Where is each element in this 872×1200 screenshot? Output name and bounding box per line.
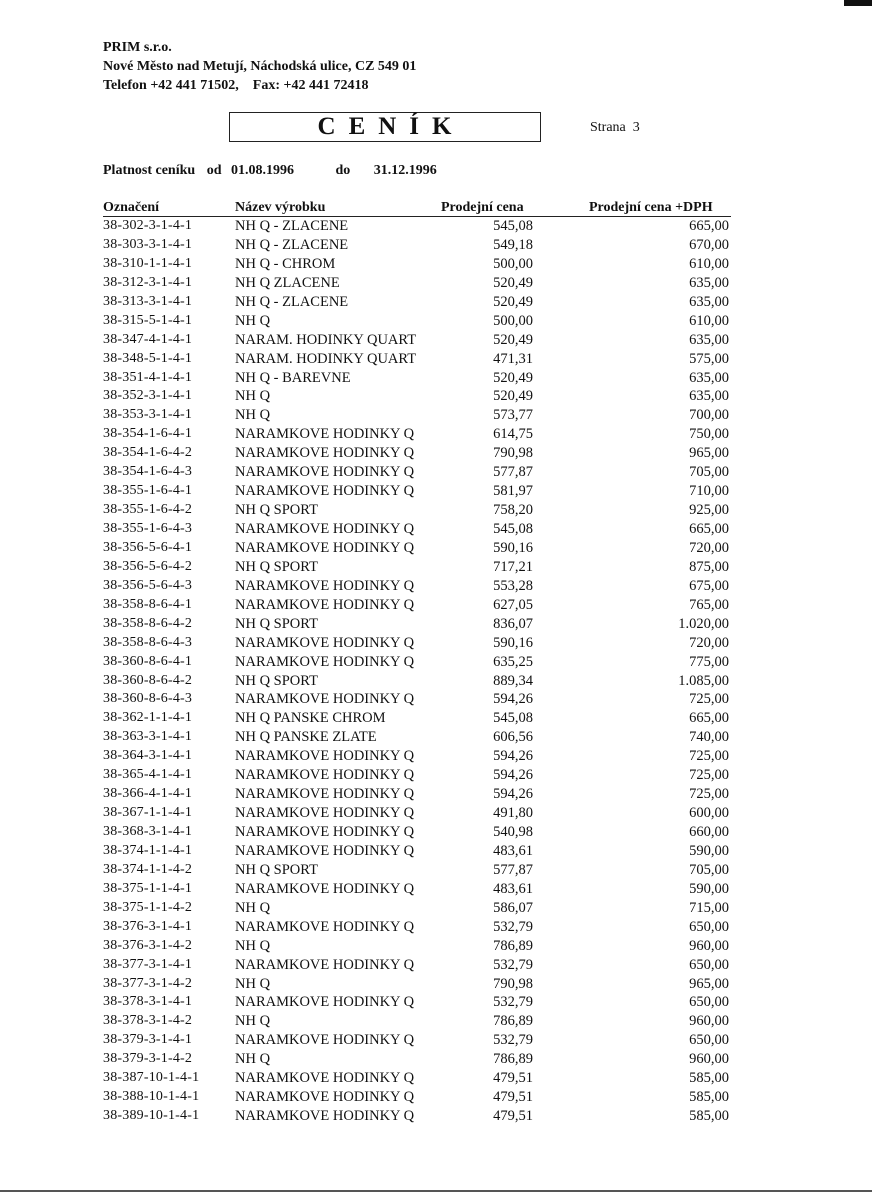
cell-code: 38-355-1-6-4-1 xyxy=(103,483,193,499)
table-row xyxy=(103,937,731,956)
cell-price-vat: 925,00 xyxy=(689,502,729,519)
cell-code: 38-379-3-1-4-2 xyxy=(103,1051,193,1067)
cell-price-vat: 670,00 xyxy=(689,236,729,253)
cell-price-vat: 635,00 xyxy=(689,388,729,405)
header-price-vat: Prodejní cena +DPH xyxy=(589,200,713,215)
page-number: Strana 3 xyxy=(590,120,640,135)
table-row xyxy=(103,861,731,880)
cell-code: 38-365-4-1-4-1 xyxy=(103,767,193,783)
table-row xyxy=(103,217,731,236)
validity-to-label: do xyxy=(335,163,351,178)
cell-price: 549,18 xyxy=(493,236,533,253)
cell-product-name: NH Q xyxy=(235,1013,271,1030)
cell-price: 483,61 xyxy=(493,880,533,897)
table-row xyxy=(103,804,731,823)
cell-code: 38-360-8-6-4-2 xyxy=(103,672,193,688)
cell-price-vat: 875,00 xyxy=(689,558,729,575)
cell-code: 38-367-1-1-4-1 xyxy=(103,805,193,821)
validity-label: Platnost ceníku xyxy=(103,163,196,178)
cell-code: 38-302-3-1-4-1 xyxy=(103,218,193,233)
cell-product-name: NARAMKOVE HODINKY Q xyxy=(235,748,415,765)
table-row xyxy=(103,747,731,766)
cell-price: 483,61 xyxy=(493,842,533,859)
cell-price: 479,51 xyxy=(493,1108,533,1125)
cell-price: 590,16 xyxy=(493,539,533,556)
cell-price: 532,79 xyxy=(493,1032,533,1049)
table-row xyxy=(103,975,731,994)
cell-code: 38-354-1-6-4-1 xyxy=(103,426,193,442)
cell-price: 889,34 xyxy=(493,672,533,689)
cell-price-vat: 750,00 xyxy=(689,426,729,443)
cell-product-name: NARAMKOVE HODINKY Q xyxy=(235,577,415,594)
cell-price: 594,26 xyxy=(493,786,533,803)
validity-line xyxy=(103,163,437,179)
cell-price-vat: 705,00 xyxy=(689,861,729,878)
scan-artifact-edge xyxy=(0,1190,872,1200)
cell-price: 520,49 xyxy=(493,331,533,348)
cell-price: 573,77 xyxy=(493,407,533,424)
cell-product-name: NARAMKOVE HODINKY Q xyxy=(235,1032,415,1049)
cell-price-vat: 720,00 xyxy=(689,539,729,556)
cell-code: 38-376-3-1-4-2 xyxy=(103,937,193,953)
cell-product-name: NARAMKOVE HODINKY Q xyxy=(235,767,415,784)
cell-price-vat: 585,00 xyxy=(689,1089,729,1106)
cell-price: 545,08 xyxy=(493,218,533,234)
cell-code: 38-374-1-1-4-1 xyxy=(103,842,193,858)
cell-price-vat: 600,00 xyxy=(689,805,729,822)
cell-code: 38-356-5-6-4-2 xyxy=(103,558,193,574)
cell-product-name: NARAMKOVE HODINKY Q xyxy=(235,994,415,1011)
cell-price-vat: 675,00 xyxy=(689,577,729,594)
cell-price: 836,07 xyxy=(493,615,533,632)
cell-price-vat: 610,00 xyxy=(689,312,729,329)
table-row xyxy=(103,312,731,331)
table-row xyxy=(103,634,731,653)
cell-product-name: NARAMKOVE HODINKY Q xyxy=(235,956,415,973)
cell-code: 38-358-8-6-4-3 xyxy=(103,634,193,650)
table-row xyxy=(103,350,731,369)
cell-product-name: NH Q xyxy=(235,975,271,992)
cell-product-name: NH Q SPORT xyxy=(235,672,318,689)
table-row xyxy=(103,463,731,482)
cell-product-name: NH Q - CHROM xyxy=(235,255,336,272)
cell-code: 38-377-3-1-4-2 xyxy=(103,975,193,991)
cell-price: 500,00 xyxy=(493,255,533,272)
table-row xyxy=(103,842,731,861)
cell-code: 38-378-3-1-4-2 xyxy=(103,1013,193,1029)
cell-price: 786,89 xyxy=(493,937,533,954)
cell-price-vat: 635,00 xyxy=(689,331,729,348)
cell-price: 577,87 xyxy=(493,464,533,481)
cell-price-vat: 1.085,00 xyxy=(678,672,729,689)
table-row xyxy=(103,558,731,577)
cell-price-vat: 765,00 xyxy=(689,596,729,613)
cell-code: 38-354-1-6-4-2 xyxy=(103,445,193,461)
cell-code: 38-356-5-6-4-3 xyxy=(103,577,193,593)
table-row xyxy=(103,539,731,558)
cell-price-vat: 590,00 xyxy=(689,842,729,859)
header-code: Označení xyxy=(103,200,159,215)
cell-price: 790,98 xyxy=(493,445,533,462)
cell-product-name: NARAMKOVE HODINKY Q xyxy=(235,824,415,840)
cell-price-vat: 635,00 xyxy=(689,293,729,310)
validity-from-date: 01.08.1996 xyxy=(230,163,294,178)
cell-price-vat: 585,00 xyxy=(689,1070,729,1087)
cell-product-name: NARAMKOVE HODINKY Q xyxy=(235,786,415,803)
table-row xyxy=(103,615,731,634)
cell-price-vat: 665,00 xyxy=(689,521,729,537)
cell-product-name: NH Q - ZLACENE xyxy=(235,236,349,253)
cell-price-vat: 665,00 xyxy=(689,218,729,234)
cell-product-name: NH Q xyxy=(235,899,271,916)
cell-code: 38-363-3-1-4-1 xyxy=(103,729,193,745)
price-table xyxy=(103,197,731,1126)
table-row xyxy=(103,1050,731,1069)
cell-price: 606,56 xyxy=(493,729,533,746)
cell-price-vat: 1.020,00 xyxy=(678,615,729,632)
table-row xyxy=(103,785,731,804)
cell-product-name: NH Q xyxy=(235,937,271,954)
cell-price-vat: 650,00 xyxy=(689,994,729,1011)
cell-price: 581,97 xyxy=(493,483,533,500)
cell-price-vat: 635,00 xyxy=(689,274,729,291)
cell-price: 532,79 xyxy=(493,956,533,973)
cell-price: 491,80 xyxy=(493,805,533,822)
cell-product-name: NH Q - ZLACENE xyxy=(235,293,349,310)
cell-price: 786,89 xyxy=(493,1051,533,1068)
cell-code: 38-347-4-1-4-1 xyxy=(103,331,193,347)
table-row xyxy=(103,425,731,444)
cell-code: 38-353-3-1-4-1 xyxy=(103,407,193,423)
cell-product-name: NH Q SPORT xyxy=(235,615,318,632)
cell-code: 38-356-5-6-4-1 xyxy=(103,539,193,555)
document-title: CENÍK xyxy=(229,112,541,142)
cell-code: 38-351-4-1-4-1 xyxy=(103,369,193,385)
cell-product-name: NARAMKOVE HODINKY Q xyxy=(235,539,415,556)
cell-code: 38-354-1-6-4-3 xyxy=(103,464,193,480)
cell-price: 614,75 xyxy=(493,426,533,443)
cell-product-name: NH Q ZLACENE xyxy=(235,274,340,291)
cell-product-name: NARAMKOVE HODINKY Q xyxy=(235,596,415,613)
table-row xyxy=(103,482,731,501)
cell-price: 545,08 xyxy=(493,521,533,537)
cell-price: 545,08 xyxy=(493,710,533,727)
table-row xyxy=(103,387,731,406)
cell-product-name: NARAMKOVE HODINKY Q xyxy=(235,464,415,481)
cell-price-vat: 635,00 xyxy=(689,369,729,386)
cell-code: 38-352-3-1-4-1 xyxy=(103,388,193,404)
cell-price: 540,98 xyxy=(493,824,533,840)
cell-price: 594,26 xyxy=(493,748,533,765)
table-body xyxy=(103,217,731,1126)
cell-price-vat: 710,00 xyxy=(689,483,729,500)
cell-price: 520,49 xyxy=(493,293,533,310)
cell-code: 38-358-8-6-4-1 xyxy=(103,596,193,612)
cell-product-name: NARAMKOVE HODINKY Q xyxy=(235,483,415,500)
cell-code: 38-303-3-1-4-1 xyxy=(103,236,193,252)
cell-code: 38-362-1-1-4-1 xyxy=(103,710,193,726)
cell-product-name: NH Q xyxy=(235,388,271,405)
cell-price: 717,21 xyxy=(493,558,533,575)
cell-product-name: NH Q SPORT xyxy=(235,558,318,575)
cell-price-vat: 585,00 xyxy=(689,1108,729,1125)
cell-price: 790,98 xyxy=(493,975,533,992)
table-row xyxy=(103,823,731,842)
cell-code: 38-366-4-1-4-1 xyxy=(103,786,193,802)
cell-price: 553,28 xyxy=(493,577,533,594)
cell-price-vat: 705,00 xyxy=(689,464,729,481)
cell-price-vat: 715,00 xyxy=(689,899,729,916)
cell-code: 38-379-3-1-4-1 xyxy=(103,1032,193,1048)
table-row xyxy=(103,369,731,388)
cell-product-name: NARAMKOVE HODINKY Q xyxy=(235,653,415,670)
cell-product-name: NARAMKOVE HODINKY Q xyxy=(235,1108,415,1125)
table-row xyxy=(103,236,731,255)
cell-price: 635,25 xyxy=(493,653,533,670)
cell-price: 627,05 xyxy=(493,596,533,613)
cell-product-name: NARAMKOVE HODINKY Q xyxy=(235,842,415,859)
cell-price: 594,26 xyxy=(493,691,533,708)
table-row xyxy=(103,1107,731,1126)
cell-product-name: NARAMKOVE HODINKY Q xyxy=(235,1070,415,1087)
cell-price: 786,89 xyxy=(493,1013,533,1030)
table-row xyxy=(103,1031,731,1050)
cell-price-vat: 965,00 xyxy=(689,445,729,462)
cell-product-name: NARAMKOVE HODINKY Q xyxy=(235,521,415,537)
cell-price-vat: 660,00 xyxy=(689,824,729,840)
cell-price-vat: 965,00 xyxy=(689,975,729,992)
cell-code: 38-360-8-6-4-1 xyxy=(103,653,193,669)
cell-price-vat: 725,00 xyxy=(689,748,729,765)
cell-price-vat: 665,00 xyxy=(689,710,729,727)
cell-code: 38-358-8-6-4-2 xyxy=(103,615,193,631)
cell-code: 38-387-10-1-4-1 xyxy=(103,1070,200,1086)
cell-product-name: NH Q xyxy=(235,312,271,329)
cell-product-name: NH Q - BAREVNE xyxy=(235,369,351,386)
cell-price-vat: 700,00 xyxy=(689,407,729,424)
cell-code: 38-388-10-1-4-1 xyxy=(103,1089,200,1105)
table-row xyxy=(103,331,731,350)
company-contact: Telefon +42 441 71502, Fax: +42 441 72418 xyxy=(103,78,369,93)
cell-price-vat: 650,00 xyxy=(689,956,729,973)
cell-code: 38-377-3-1-4-1 xyxy=(103,956,193,972)
cell-price: 500,00 xyxy=(493,312,533,329)
scan-artifact-corner xyxy=(844,0,872,6)
cell-product-name: NH Q xyxy=(235,1051,271,1068)
cell-price: 586,07 xyxy=(493,899,533,916)
table-row xyxy=(103,596,731,615)
cell-price-vat: 740,00 xyxy=(689,729,729,746)
cell-price: 532,79 xyxy=(493,994,533,1011)
cell-price-vat: 960,00 xyxy=(689,937,729,954)
cell-code: 38-378-3-1-4-1 xyxy=(103,994,193,1010)
cell-code: 38-389-10-1-4-1 xyxy=(103,1108,200,1124)
table-row xyxy=(103,293,731,312)
cell-code: 38-360-8-6-4-3 xyxy=(103,691,193,707)
cell-price: 590,16 xyxy=(493,634,533,651)
cell-product-name: NARAMKOVE HODINKY Q xyxy=(235,634,415,651)
cell-code: 38-374-1-1-4-2 xyxy=(103,861,193,877)
table-row xyxy=(103,520,731,539)
table-row xyxy=(103,255,731,274)
cell-code: 38-310-1-1-4-1 xyxy=(103,255,193,271)
cell-price-vat: 590,00 xyxy=(689,880,729,897)
table-row xyxy=(103,690,731,709)
cell-product-name: NARAM. HODINKY QUART xyxy=(235,331,417,348)
cell-price-vat: 725,00 xyxy=(689,691,729,708)
header-price: Prodejní cena xyxy=(441,200,524,215)
cell-price-vat: 650,00 xyxy=(689,918,729,935)
cell-code: 38-364-3-1-4-1 xyxy=(103,748,193,764)
cell-product-name: NH Q SPORT xyxy=(235,861,318,878)
table-row xyxy=(103,406,731,425)
cell-price: 758,20 xyxy=(493,502,533,519)
cell-code: 38-355-1-6-4-3 xyxy=(103,521,193,536)
table-row xyxy=(103,766,731,785)
table-row xyxy=(103,709,731,728)
table-row xyxy=(103,577,731,596)
cell-price: 479,51 xyxy=(493,1070,533,1087)
cell-price-vat: 720,00 xyxy=(689,634,729,651)
cell-price-vat: 610,00 xyxy=(689,255,729,272)
company-address: Nové Město nad Metují, Náchodská ulice, CZ 549 01 xyxy=(103,59,417,74)
table-row xyxy=(103,728,731,747)
table-row xyxy=(103,956,731,975)
cell-price: 520,49 xyxy=(493,369,533,386)
validity-from-label: od xyxy=(206,163,222,178)
cell-price: 532,79 xyxy=(493,918,533,935)
cell-code: 38-348-5-1-4-1 xyxy=(103,350,193,366)
table-row xyxy=(103,993,731,1012)
cell-product-name: NARAMKOVE HODINKY Q xyxy=(235,1089,415,1106)
cell-product-name: NH Q PANSKE ZLATE xyxy=(235,729,377,746)
header-product-name: Název výrobku xyxy=(235,200,326,215)
cell-code: 38-315-5-1-4-1 xyxy=(103,312,193,328)
table-row xyxy=(103,899,731,918)
validity-to-date: 31.12.1996 xyxy=(373,163,437,178)
table-row xyxy=(103,672,731,691)
cell-price-vat: 725,00 xyxy=(689,767,729,784)
cell-product-name: NARAMKOVE HODINKY Q xyxy=(235,805,415,822)
cell-price: 577,87 xyxy=(493,861,533,878)
company-header xyxy=(103,38,416,95)
cell-code: 38-313-3-1-4-1 xyxy=(103,293,193,309)
cell-price: 520,49 xyxy=(493,388,533,405)
table-row xyxy=(103,1069,731,1088)
cell-product-name: NARAMKOVE HODINKY Q xyxy=(235,880,415,897)
table-row xyxy=(103,918,731,937)
cell-price-vat: 725,00 xyxy=(689,786,729,803)
cell-product-name: NH Q - ZLACENE xyxy=(235,218,349,234)
cell-code: 38-312-3-1-4-1 xyxy=(103,274,193,290)
cell-product-name: NARAMKOVE HODINKY Q xyxy=(235,426,415,443)
cell-product-name: NH Q PANSKE CHROM xyxy=(235,710,386,727)
cell-price: 594,26 xyxy=(493,767,533,784)
cell-price-vat: 650,00 xyxy=(689,1032,729,1049)
cell-code: 38-355-1-6-4-2 xyxy=(103,502,193,518)
table-row xyxy=(103,501,731,520)
table-header xyxy=(103,197,731,217)
cell-price-vat: 960,00 xyxy=(689,1013,729,1030)
cell-price-vat: 775,00 xyxy=(689,653,729,670)
table-row xyxy=(103,653,731,672)
cell-price-vat: 575,00 xyxy=(689,350,729,367)
cell-code: 38-368-3-1-4-1 xyxy=(103,824,193,839)
cell-price: 520,49 xyxy=(493,274,533,291)
cell-price: 471,31 xyxy=(493,350,533,367)
table-row xyxy=(103,1088,731,1107)
table-row xyxy=(103,1012,731,1031)
cell-product-name: NH Q xyxy=(235,407,271,424)
table-row xyxy=(103,444,731,463)
table-row xyxy=(103,274,731,293)
cell-product-name: NH Q SPORT xyxy=(235,502,318,519)
table-row xyxy=(103,880,731,899)
cell-product-name: NARAMKOVE HODINKY Q xyxy=(235,918,415,935)
cell-product-name: NARAM. HODINKY QUART xyxy=(235,350,417,367)
cell-product-name: NARAMKOVE HODINKY Q xyxy=(235,445,415,462)
cell-product-name: NARAMKOVE HODINKY Q xyxy=(235,691,415,708)
cell-code: 38-375-1-1-4-2 xyxy=(103,899,193,915)
cell-price: 479,51 xyxy=(493,1089,533,1106)
company-name: PRIM s.r.o. xyxy=(103,40,172,55)
cell-code: 38-375-1-1-4-1 xyxy=(103,880,193,896)
cell-price-vat: 960,00 xyxy=(689,1051,729,1068)
cell-code: 38-376-3-1-4-1 xyxy=(103,918,193,934)
